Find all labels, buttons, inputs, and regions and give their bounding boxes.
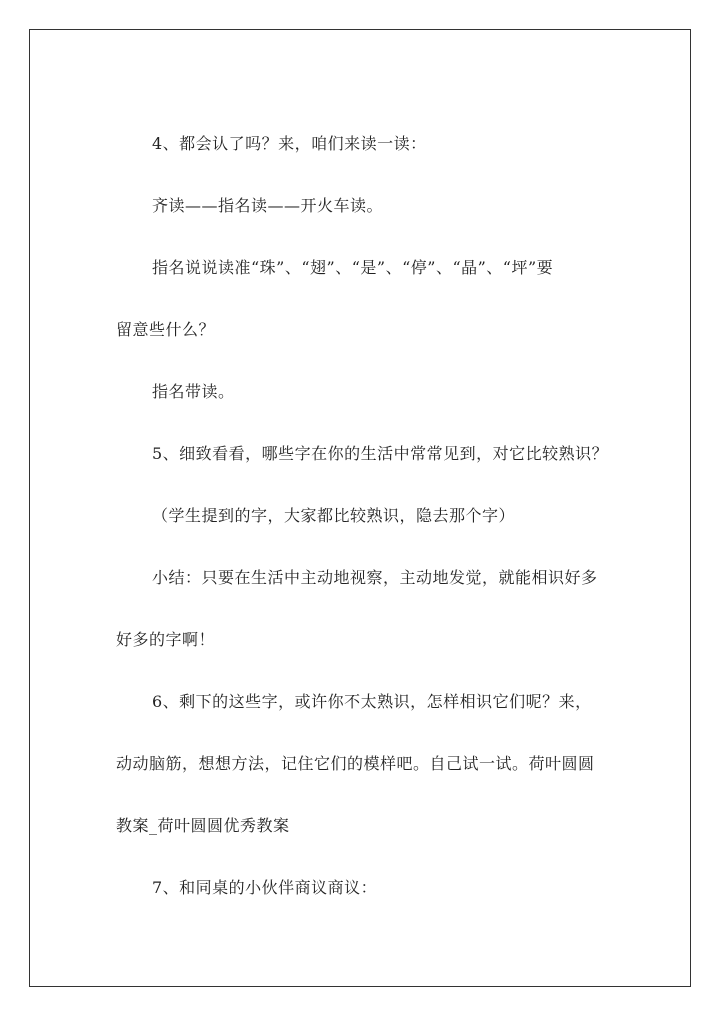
paragraph-lead-reading: 指名带读。 [152,382,235,401]
paragraph-step-6: 6、剩下的这些字，或许你不太熟识，怎样相识它们呢？来， [152,692,592,711]
paragraph-pronunciation-cont: 留意些什么？ [116,320,216,339]
paragraph-step-6-cont-2: 教案_荷叶圆圆优秀教案 [116,816,290,835]
paragraph-step-5: 5、细致看看，哪些字在你的生活中常常见到，对它比较熟识？ [152,444,609,463]
paragraph-step-4: 4、都会认了吗？来，咱们来读一读： [152,134,427,153]
paragraph-pronunciation: 指名说说读准“珠”、“翅”、“是”、“停”、“晶”、“坪”要 [152,258,554,277]
paragraph-reading-order: 齐读——指名读——开火车读。 [152,196,384,215]
paragraph-step-7: 7、和同桌的小伙伴商议商议： [152,878,378,897]
paragraph-summary: 小结：只要在生活中主动地视察，主动地发觉，就能相识好多 [152,568,598,587]
paragraph-summary-cont: 好多的字啊！ [116,630,216,649]
paragraph-step-6-cont: 动动脑筋，想想方法，记住它们的模样吧。自己试一试。荷叶圆圆 [116,754,595,773]
paragraph-note: （学生提到的字，大家都比较熟识，隐去那个字） [152,506,516,525]
